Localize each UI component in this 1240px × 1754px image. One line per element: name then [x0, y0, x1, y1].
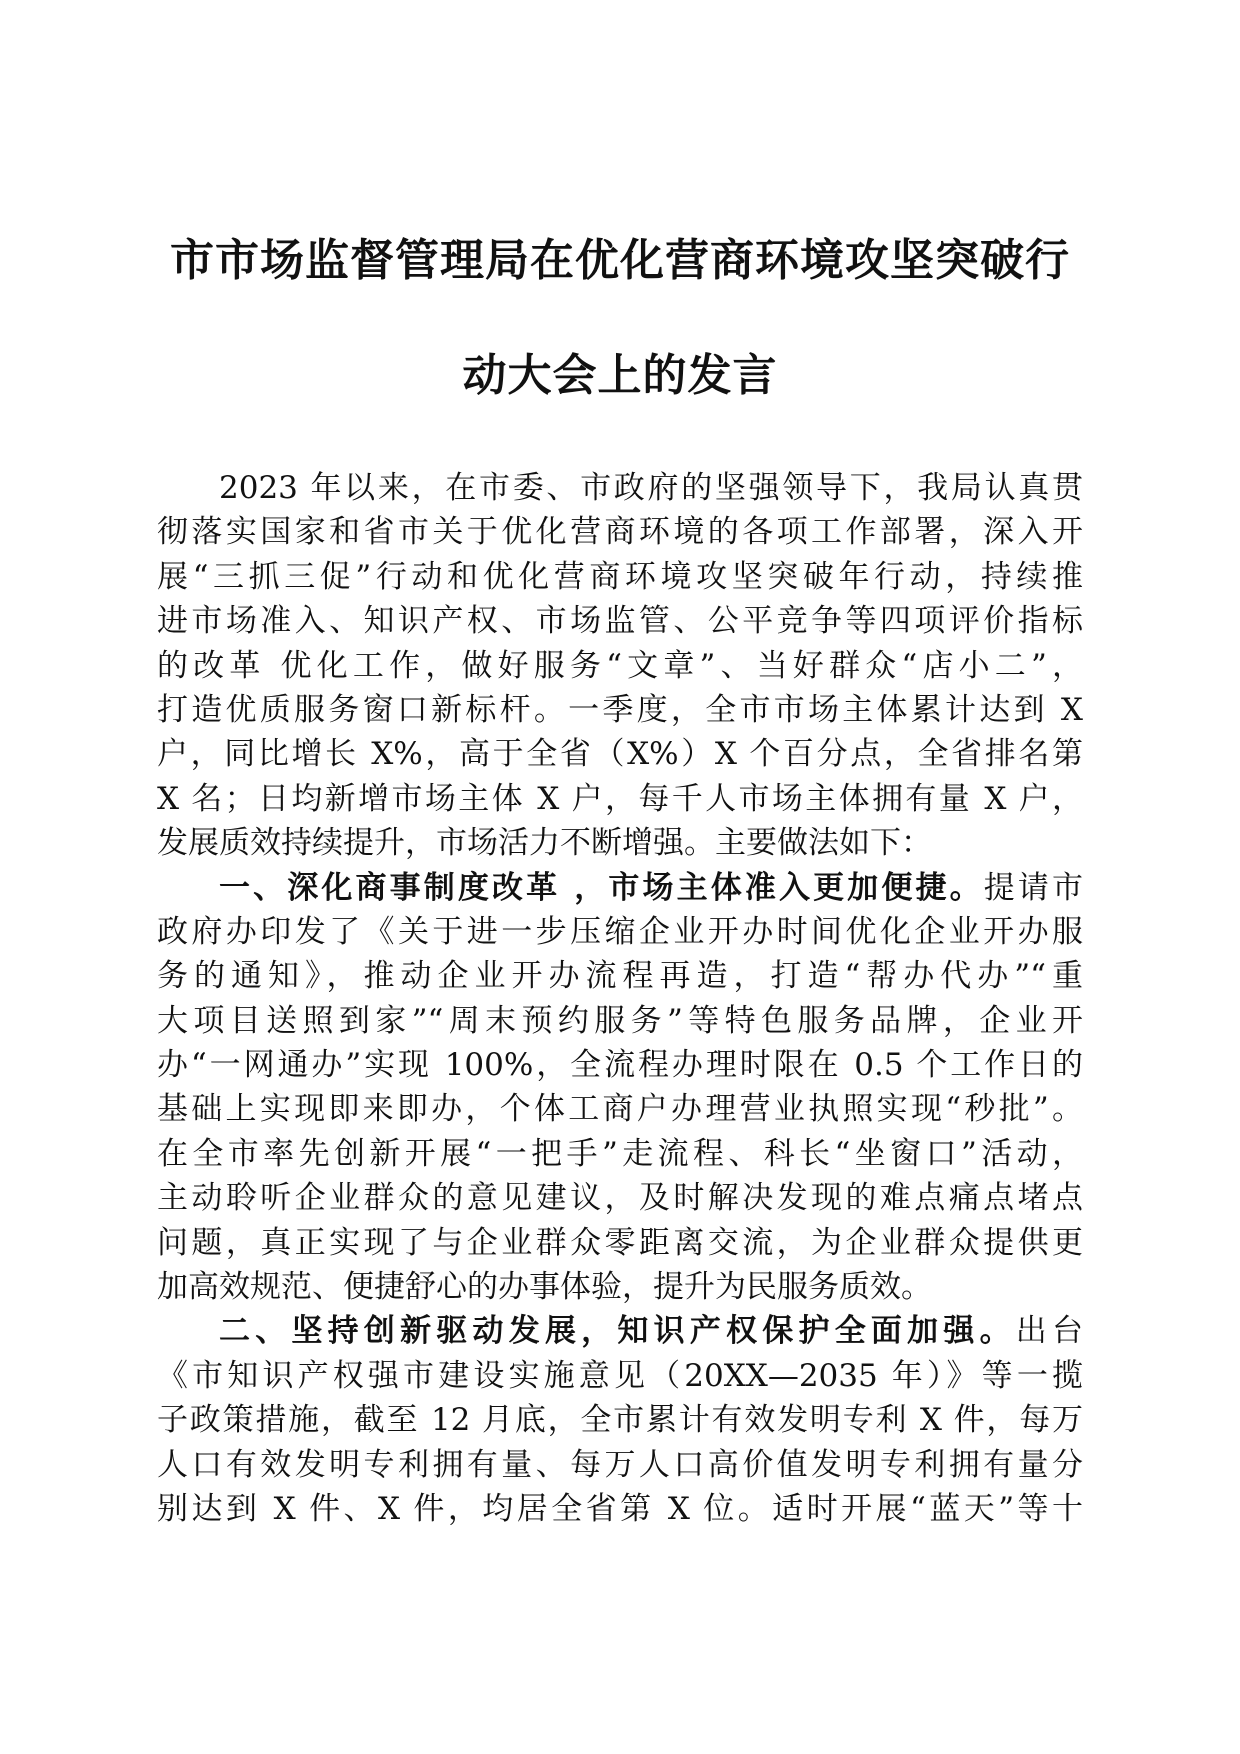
paragraph-line: 办“一网通办”实现 100%，全流程办理时限在 0.5 个工作日的	[157, 1047, 1083, 1084]
document-body	[157, 466, 1083, 1531]
section-heading-line	[157, 866, 1083, 910]
paragraph-line: 主动聆听企业群众的意见建议，及时解决发现的难点痛点堵点	[157, 1180, 1083, 1217]
paragraph-line: 务的通知》，推动企业开办流程再造，打造“帮办代办”“重	[157, 958, 1083, 995]
paragraph-line: 政府办印发了《关于进一步压缩企业开办时间优化企业开办服	[157, 913, 1083, 950]
paragraph-line: 基础上实现即来即办，个体工商户办理营业执照实现“秒批”。	[157, 1091, 1083, 1128]
paragraph-line: 户，同比增长 X%，高于全省（X%）X 个百分点，全省排名第	[157, 736, 1083, 773]
document-title-line-1: 市市场监督管理局在优化营商环境攻坚突破行	[170, 235, 1070, 286]
section-heading: 二、坚持创新驱动发展，知识产权保护全面加强。	[219, 1313, 1016, 1350]
paragraph-line: 的改革 优化工作，做好服务“文章”、当好群众“店小二”，	[157, 647, 1083, 684]
paragraph-line: 别达到 X 件、X 件，均居全省第 X 位。适时开展“蓝天”等十	[157, 1490, 1084, 1527]
paragraph-line: 问题，真正实现了与企业群众零距离交流，为企业群众提供更	[157, 1224, 1083, 1261]
paragraph-line: 子政策措施，截至 12 月底，全市累计有效发明专利 X 件，每万	[157, 1402, 1083, 1439]
paragraph-line: 打造优质服务窗口新标杆。一季度，全市市场主体累计达到 X	[157, 691, 1083, 728]
paragraph-line: 《市知识产权强市建设实施意见（20XX—2035 年）》等一揽	[157, 1357, 1083, 1394]
paragraph-line: 2023 年以来，在市委、市政府的坚强领导下，我局认真贯	[219, 470, 1083, 506]
section-heading-line	[157, 1309, 1083, 1353]
paragraph-line: 大项目送照到家”“周末预约服务”等特色服务品牌，企业开	[157, 1002, 1083, 1039]
document-title-line-2: 动大会上的发言	[462, 350, 778, 401]
section-heading-rest: 出台	[1015, 1313, 1083, 1350]
paragraph-line: 进市场准入、知识产权、市场监管、公平竞争等四项评价指标	[157, 603, 1083, 640]
paragraph-line: X 名；日均新增市场主体 X 户，每千人市场主体拥有量 X 户，	[157, 780, 1083, 817]
paragraph-line: 加高效规范、便捷舒心的办事体验，提升为民服务质效。	[157, 1269, 932, 1306]
paragraph-line: 展“三抓三促”行动和优化营商环境攻坚突破年行动，持续推	[157, 558, 1083, 595]
paragraph-line: 人口有效发明专利拥有量、每万人口高价值发明专利拥有量分	[157, 1446, 1083, 1483]
section-heading: 一、深化商事制度改革 ，市场主体准入更加便捷。	[219, 869, 984, 906]
section-heading-rest: 提请市	[983, 869, 1084, 906]
paragraph-line: 在全市率先创新开展“一把手”走流程、科长“坐窗口”活动，	[157, 1135, 1083, 1172]
paragraph-line: 彻落实国家和省市关于优化营商环境的各项工作部署，深入开	[157, 514, 1083, 551]
paragraph-line: 发展质效持续提升，市场活力不断增强。主要做法如下：	[157, 825, 932, 862]
